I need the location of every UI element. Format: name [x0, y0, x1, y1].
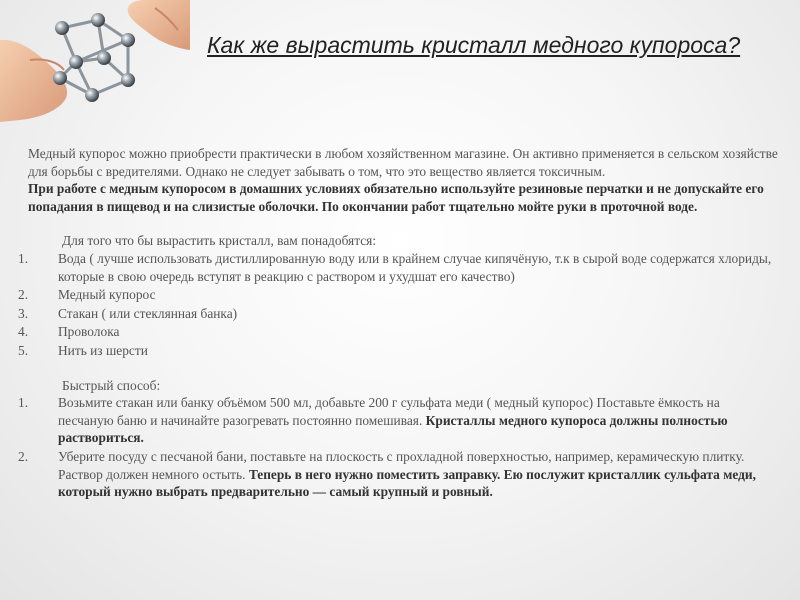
- list-item: [18, 323, 778, 341]
- step-text: Уберите посуду с песчаной бани, поставьте на плоскость с прохладной поверхностью, например, керамическую плитку. Раствор должен немного остыть.: [58, 448, 745, 482]
- list-number: 5.: [18, 342, 29, 358]
- list-item: [18, 448, 778, 501]
- list-number: 4.: [18, 324, 29, 340]
- materials-heading: Для того что бы вырастить кристалл, вам понадобятся:: [62, 233, 377, 249]
- list-number: 2.: [18, 448, 29, 464]
- list-number: 3.: [18, 305, 29, 321]
- step-emphasis: Теперь в него нужно поместить заправку. Ею послужит кристаллик сульфата меди, который нужно выбрать предварительно — самый крупный и ровный.: [58, 466, 756, 500]
- list-item-text: Медный купорос: [58, 287, 156, 303]
- slide-title: Как же вырастить кристалл медного купороса?: [207, 32, 741, 58]
- materials-list: [18, 250, 778, 360]
- list-item-text: Нить из шерсти: [58, 342, 148, 358]
- right-hand: [128, 0, 190, 50]
- list-number: 2.: [18, 287, 29, 303]
- molecule-model-hands-illustration: [0, 0, 190, 125]
- list-item-text: Стакан ( или стеклянная банка): [58, 305, 238, 321]
- slide-body: [18, 145, 778, 501]
- safety-warning: При работе с медным купоросом в домашних условиях обязательно используйте резиновые перчатки и не допускайте его попадания в пищевод и на слизистые оболочки. По окончании работ тщательно мойте руки в проточной воде.: [28, 181, 764, 214]
- fast-method-steps: [18, 394, 778, 501]
- list-item: [18, 250, 778, 285]
- list-item: [18, 394, 778, 447]
- list-number: 1.: [18, 250, 29, 266]
- list-item-text: Проволока: [58, 324, 120, 340]
- list-item: [18, 286, 778, 304]
- list-item-text: Вода ( лучше использовать дистиллированную воду или в крайнем случае кипячёную, т.к в сырой воде содержатся хлориды, которые в свою очередь вступят в реакцию с раствором и ухудшат его качество): [58, 250, 772, 284]
- step-text: Возьмите стакан или банку объёмом 500 мл, добавьте 200 г сульфата меди ( медный купорос) Поставьте ёмкость на песчаную баню и начинайте разогревать постоянно помешивая.: [58, 395, 720, 428]
- intro-paragraph: Медный купорос можно приобрести практически в любом хозяйственном магазине. Он активно применяется в сельском хозяйстве для борьбы с вредителями. Однако не следует забывать о том, что это вещество является токсичным.: [28, 146, 778, 179]
- step-emphasis: Кристаллы медного купороса должны полностью раствориться.: [58, 412, 728, 446]
- list-number: 1.: [18, 395, 29, 411]
- fast-method-heading: Быстрый способ:: [62, 377, 161, 393]
- list-item: [18, 342, 778, 360]
- list-item: [18, 305, 778, 323]
